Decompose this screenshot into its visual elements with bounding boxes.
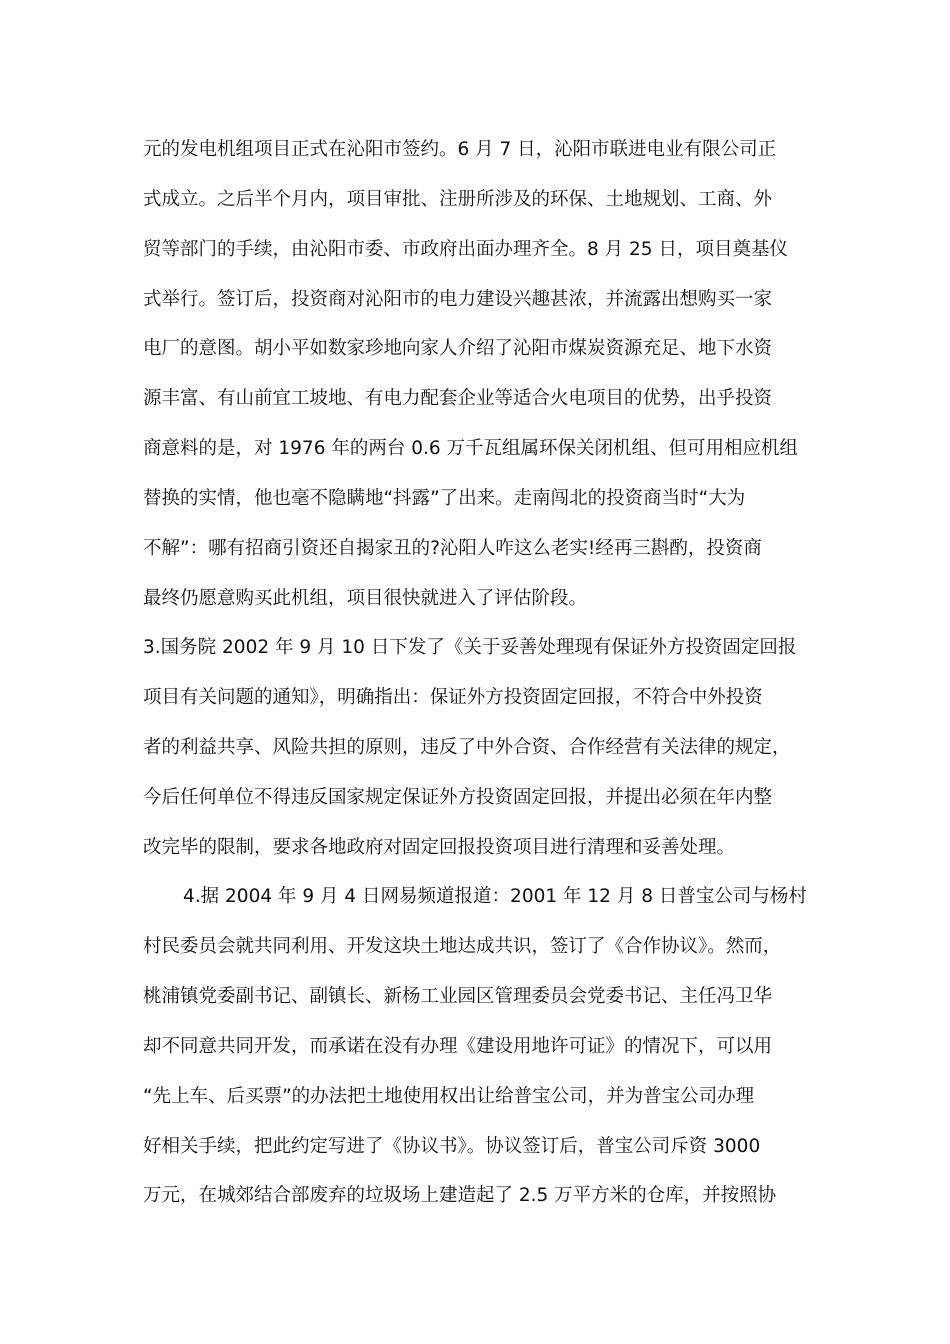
text-line: 万元，在城郊结合部废弃的垃圾场上建造起了 2.5 万平方米的仓库，并按照协 [143, 1185, 777, 1206]
text-line: 贸等部门的手续，由沁阳市委、市政府出面办理齐全。8 月 25 日，项目奠基仪 [143, 239, 788, 260]
text-line: 替换的实情，他也毫不隐瞒地“抖露”了出来。走南闯北的投资商当时“大为 [143, 488, 746, 509]
text-line: 3.国务院 2002 年 9 月 10 日下发了《关于妥善处理现有保证外方投资固定回报 [143, 637, 797, 658]
text-line: 元的发电机组项目正式在沁阳市签约。6 月 7 日，沁阳市联进电业有限公司正 [143, 139, 777, 160]
text-line: “先上车、后买票”的办法把土地使用权出让给普宝公司，并为普宝公司办理 [143, 1086, 755, 1107]
text-line: 源丰富、有山前宜工坡地、有电力配套企业等适合火电项目的优势，出乎投资 [143, 388, 773, 409]
text-line: 者的利益共享、风险共担的原则，违反了中外合资、合作经营有关法律的规定， [143, 737, 791, 758]
text-line: 电厂的意图。胡小平如数家珍地向家人介绍了沁阳市煤炭资源充足、地下水资 [143, 338, 773, 359]
text-line: 商意料的是，对 1976 年的两台 0.6 万千瓦组属环保关闭机组、但可用相应机组 [143, 438, 799, 459]
text-line: 今后任何单位不得违反国家规定保证外方投资固定回报，并提出必须在年内整 [143, 787, 773, 808]
text-line: 好相关手续，把此约定写进了《协议书》。协议签订后，普宝公司斥资 3000 [143, 1136, 761, 1157]
text-line: 最终仍愿意购买此机组，项目很快就进入了评估阶段。 [143, 588, 588, 609]
text-line: 式成立。之后半个月内，项目审批、注册所涉及的环保、土地规划、工商、外 [143, 189, 773, 210]
text-line: 村民委员会就共同利用、开发这块土地达成共识，签订了《合作协议》。然而， [143, 936, 782, 957]
text-line: 4.据 2004 年 9 月 4 日网易频道报道：2001 年 12 月 8 日普宝公司与杨村 [183, 886, 807, 907]
text-line: 桃浦镇党委副书记、副镇长、新杨工业园区管理委员会党委书记、主任冯卫华 [143, 986, 773, 1007]
text-line: 式举行。签订后，投资商对沁阳市的电力建设兴趣甚浓，并流露出想购买一家 [143, 289, 773, 310]
text-line: 改完毕的限制，要求各地政府对固定回报投资项目进行清理和妥善处理。 [143, 837, 736, 858]
text-line: 项目有关问题的通知》，明确指出：保证外方投资固定回报，不符合中外投资 [143, 687, 763, 708]
text-line: 不解”：哪有招商引资还自揭家丑的?沁阳人咋这么老实!经再三斟酌，投资商 [143, 538, 762, 559]
text-line: 却不同意共同开发，而承诺在没有办理《建设用地许可证》的情况下，可以用 [143, 1036, 773, 1057]
